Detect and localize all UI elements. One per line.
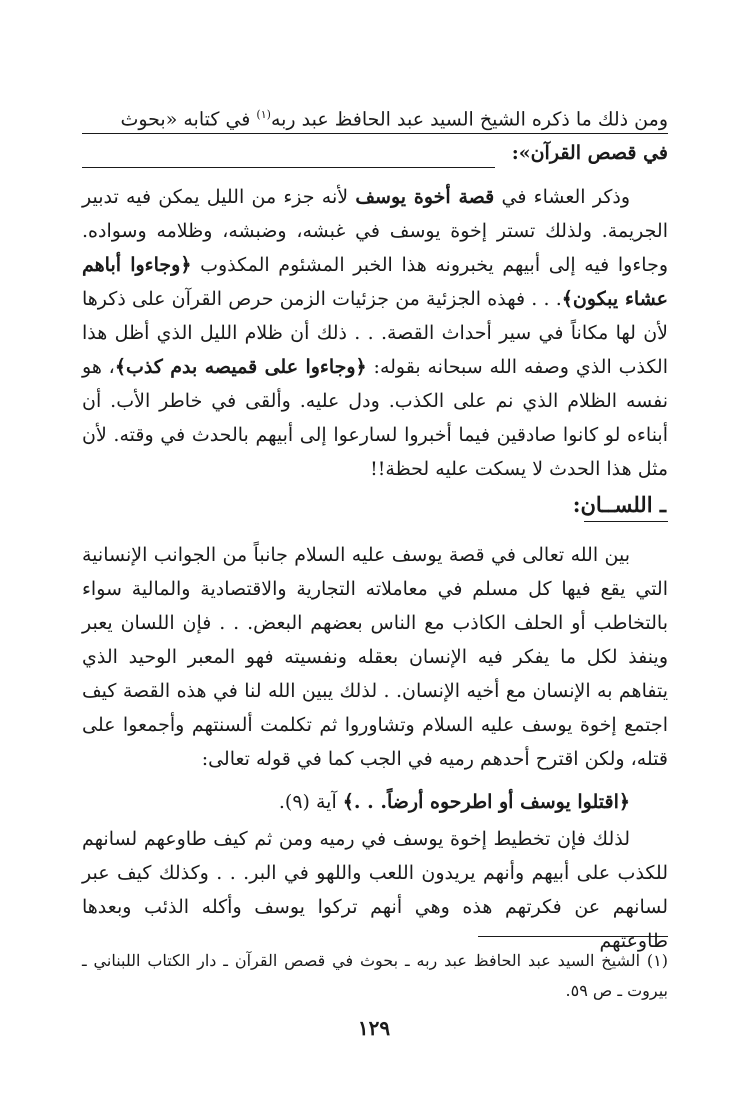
intro-top-rule <box>82 133 668 134</box>
paragraph-2-text: بين الله تعالى في قصة يوسف عليه السلام جانباً من الجوانب الإنسانية التي يقع فيها كل مسلم في معاملاته التجارية والاقتصادية والمالية سواء بالتخاطب أو الحلف الكاذب مع الناس بعضهم البعض. . . فإن اللسان يعبر وينفذ لكل ما يفكر فيه الإنسان بعقله ونفسيته فهو المعبر الوحيد الذي يتفاهم به الإنسان مع أخيه الإنسان. . لذلك يبين الله لنا في هذه القصة كيف اجتمع إخوة يوسف عليه السلام وتشاوروا ثم تكلمت ألسنتهم وأجمعوا على قتله، ولكن اقترح أحدهم رميه في الجب كما في قوله تعالى: <box>82 544 668 770</box>
quran-verse-1: ﴿وجاءوا أباهم عشاء يبكون﴾ <box>82 254 668 310</box>
paragraph-1-text <box>82 180 668 486</box>
section-heading: ـ اللســان: <box>572 492 666 517</box>
p1-text-a: وذكر العشاء في <box>494 186 630 208</box>
intro-line-1-rest: في كتابه «بحوث <box>120 108 257 131</box>
paragraph-3 <box>82 822 668 958</box>
p1-bold-a: قصة أخوة يوسف <box>355 186 495 208</box>
heading-underline <box>584 521 668 522</box>
intro-line-1 <box>82 98 668 136</box>
intro-line-1-text: ومن ذلك ما ذكره الشيخ السيد عبد الحافظ عبد ربه <box>270 108 668 131</box>
footnote-reference: (١) <box>256 108 271 121</box>
intro-bottom-rule <box>82 167 495 168</box>
footnote-separator <box>478 936 668 937</box>
p1-text-b: لأنه جزء من الليل يمكن فيه تدبير الجريمة. ولذلك تستر إخوة يوسف في غبشه، وضبشه، وظلامه وسواده. وجاءوا فيه إلى أبيهم يخبرونه هذا الخبر المشئوم المكذوب <box>82 186 668 276</box>
p1-text-c: . . . فهذه الجزئية من جزئيات الزمن حرص القرآن على ذكرها لأن لها مكاناً في سير أحداث القصة. . . ذلك أن ظلام الليل الذي أظل هذا الكذب الذي وصفه الله سبحانه بقوله: <box>82 288 668 378</box>
paragraph-3-text: لذلك فإن تخطيط إخوة يوسف في رميه ومن ثم كيف طاوعهم لسانهم للكذب على أبيهم وأنهم يريدون اللعب واللهو في البر. . . وكذلك كيف عبر لسانهم عن فكرتهم هذه وهي أنهم تركوا يوسف وأكله الذئب وبعدها طاوعتهم <box>82 828 668 952</box>
paragraph-2 <box>82 538 668 776</box>
quran-verse-2: ﴿وجاءوا على قميصه بدم كذب﴾ <box>114 356 367 378</box>
quran-verse-3: ﴿اقتلوا يوسف أو اطرحوه أرضاً. . .﴾ <box>342 791 630 813</box>
footnote: (١) الشيخ السيد عبد الحافظ عبد ربه ـ بحوث في قصص القرآن ـ دار الكتاب اللبناني ـ بيروت ـ ص ٥٩. <box>82 951 668 1000</box>
verse-reference: آية (٩). <box>278 791 343 813</box>
verse-line <box>82 785 668 819</box>
paragraph-1 <box>82 180 668 486</box>
intro-text <box>82 98 668 170</box>
p1-text-d: ، هو نفسه الظلام الذي نم على الكذب. ودل عليه. وألقى في خاطر الأب. أن أبناءه لو كانوا صادقين فيما أخبروا لسارعوا إلى أبيهم بالحدث في وقته. لأن مثل هذا الحدث لا يسكت عليه لحظة!! <box>82 356 668 480</box>
page-number: ١٢٩ <box>357 1016 391 1040</box>
intro-line-2: في قصص القرآن»: <box>511 142 668 165</box>
